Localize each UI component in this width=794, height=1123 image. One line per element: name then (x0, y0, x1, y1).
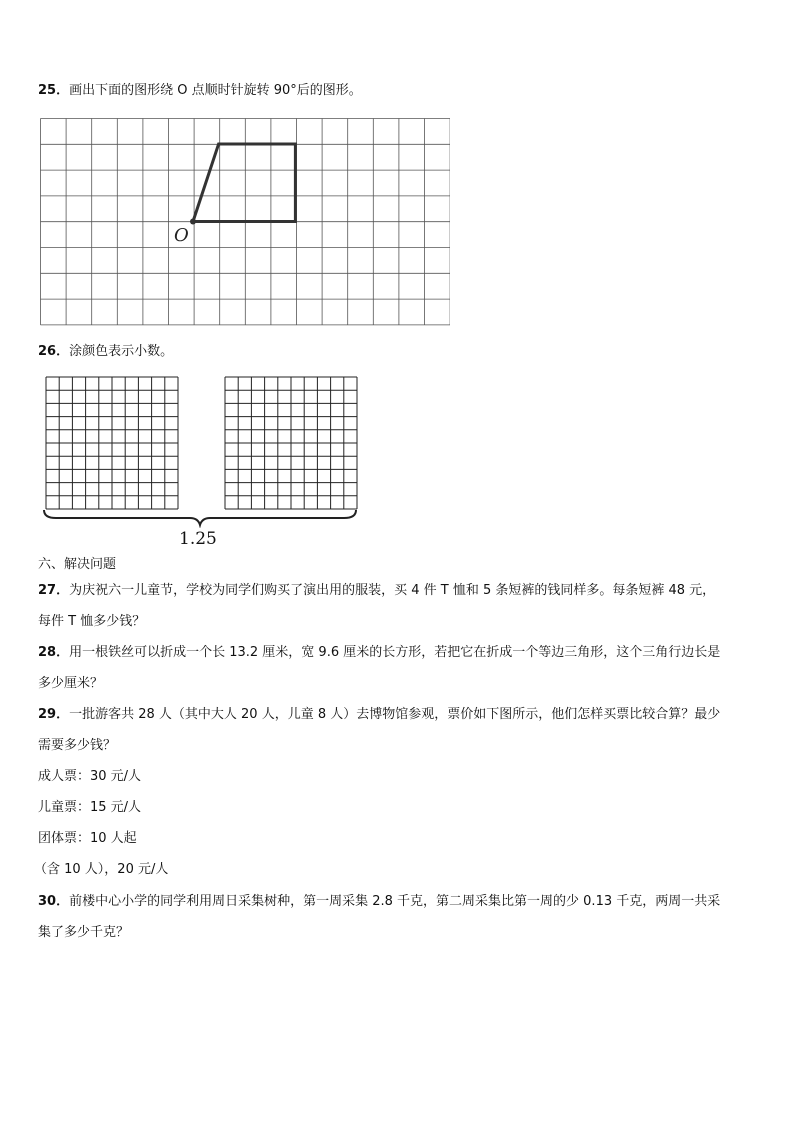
question-28-line2: 多少厘米？ (38, 676, 104, 691)
question-text: 涂颜色表示小数。 (69, 344, 174, 359)
question-30-line2: 集了多少千克？ (38, 925, 130, 940)
question-text: 前楼中心小学的同学利用周日采集树种，第一周采集 2.8 千克，第二周采集比第一周的少 0.13 千克，两周一共采 (69, 894, 721, 909)
question-27-line2: 每件 T 恤多少钱？ (38, 614, 146, 629)
question-text: 一批游客共 28 人（其中大人 20 人，儿童 8 人）去博物馆参观，票价如下图所示，他们怎样买票比较合算？最少 (69, 707, 721, 722)
question-number: 29． (38, 707, 70, 722)
adult-ticket-price: 成人票：30 元/人 (38, 769, 142, 784)
hundred-grid-right (224, 376, 358, 510)
question-text: 画出下面的图形绕 O 点顺时针旋转 90°后的图形。 (69, 83, 362, 98)
question-25 (38, 82, 362, 100)
question-number: 25． (38, 83, 70, 98)
question-29-line2: 需要多少钱？ (38, 738, 117, 753)
question-26 (38, 343, 173, 361)
group-ticket-line1: 团体票：10 人起 (38, 831, 137, 846)
question-29-line1 (38, 706, 720, 724)
section-title: 六、解决问题 (38, 557, 117, 572)
question-number: 30． (38, 894, 70, 909)
question-28-line1 (38, 644, 720, 662)
rotation-grid (40, 118, 450, 328)
point-o (190, 219, 196, 225)
question-27-line1 (38, 582, 715, 600)
decimal-value-label: 1.25 (179, 529, 217, 549)
quadrilateral-shape (193, 144, 295, 222)
question-number: 27． (38, 583, 70, 598)
child-ticket-price: 儿童票：15 元/人 (38, 800, 142, 815)
brace (40, 508, 360, 528)
question-text: 用一根铁丝可以折成一个长 13.2 厘米，宽 9.6 厘米的长方形，若把它在折成一个等边三角形，这个三角行边长是 (69, 645, 721, 660)
question-text: 为庆祝六一儿童节，学校为同学们购买了演出用的服装，买 4 件 T 恤和 5 条短裤的钱同样多。每条短裤 48 元， (69, 583, 716, 598)
question-number: 26． (38, 344, 70, 359)
hundred-grid-left (45, 376, 179, 510)
question-number: 28． (38, 645, 70, 660)
question-30-line1 (38, 893, 720, 911)
group-ticket-line2: （含 10 人），20 元/人 (34, 862, 169, 877)
point-o-label: O (174, 225, 189, 246)
